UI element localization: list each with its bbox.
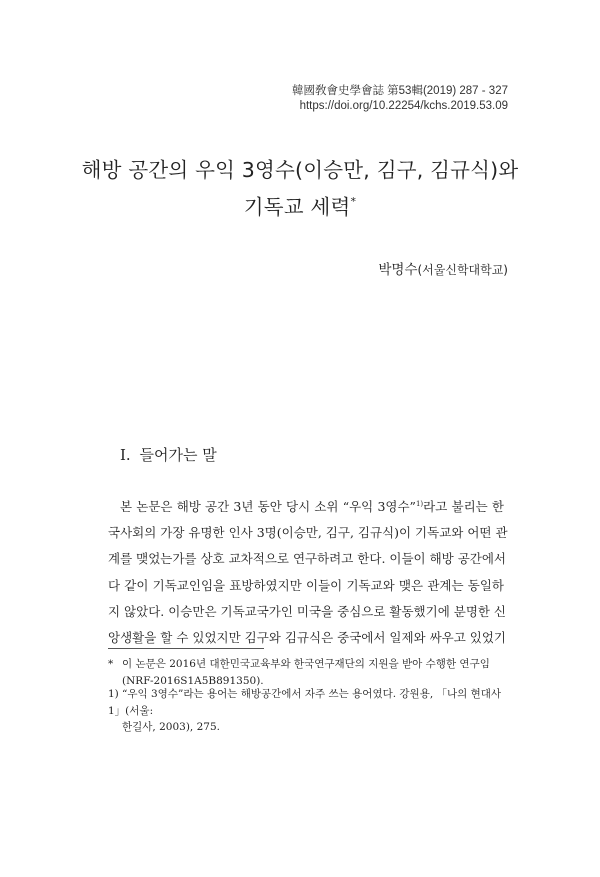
- title-line-2: [0, 186, 600, 223]
- body-line-5: 지 않았다. 이승만은 기독교국가인 미국을 중심으로 활동했기에 분명한 신: [108, 603, 507, 619]
- section-heading: [120, 444, 217, 465]
- body-line-1: [108, 491, 504, 520]
- title-line-2-text: 기독교 세력: [243, 195, 351, 219]
- footnote-divider: [108, 648, 264, 649]
- paper-title: [0, 154, 600, 223]
- footnote-star: [108, 656, 504, 689]
- body-line-1-tail: 라고 불리는 한: [423, 499, 504, 514]
- body-line-6: 앙생활을 할 수 있었지만 김구와 김규식은 중국에서 일제와 싸우고 있었기: [108, 630, 507, 646]
- doi-link[interactable]: https://doi.org/10.22254/kchs.2019.53.09: [299, 100, 508, 112]
- author-name: 박명수: [378, 262, 418, 278]
- body-line-1-text: 본 논문은 해방 공간 3년 동안 당시 소위 “우익 3영수”: [120, 499, 416, 514]
- journal-header: [292, 84, 508, 114]
- footnote-ref-1[interactable]: 1): [415, 500, 424, 508]
- body-text: [108, 491, 508, 651]
- footnote-star-mark: *: [108, 658, 114, 670]
- title-line-1: 해방 공간의 우익 3영수(이승만, 김구, 김규식)와: [81, 158, 519, 182]
- section-number: I.: [120, 446, 131, 464]
- author-byline: [378, 258, 508, 278]
- footnote-1-line-1: “우익 3영수”라는 용어는 해방공간에서 자주 쓰는 용어였다. 강원용, 「나의 현대사 1」(서울:: [108, 688, 502, 717]
- journal-citation: 韓國敎會史學會誌 第53輯(2019) 287 - 327: [291, 85, 508, 97]
- body-line-4: 다 같이 기독교인임을 표방하였지만 이들이 기독교와 맺은 관계는 동일하: [108, 577, 504, 593]
- body-line-2: 국사회의 가장 유명한 인사 3명(이승만, 김구, 김규식)이 기독교와 어떤 관: [108, 525, 508, 541]
- footnote-1: [108, 686, 504, 736]
- footnote-star-line-2: (NRF-2016S1A5B891350).: [122, 674, 264, 687]
- footnote-1-mark: 1): [108, 688, 119, 700]
- author-affiliation: (서울신학대학교): [417, 263, 508, 277]
- footnote-1-line-2: 한길사, 2003), 275.: [122, 721, 220, 733]
- body-line-3: 계를 맺었는가를 상호 교차적으로 연구하려고 한다. 이들이 해방 공간에서: [108, 551, 507, 567]
- title-footnote-mark[interactable]: *: [350, 195, 357, 208]
- footnote-star-line-1: 이 논문은 2016년 대한민국교육부와 한국연구재단의 지원을 받아 수행한 연구임: [122, 658, 490, 670]
- section-title: 들어가는 말: [139, 446, 217, 464]
